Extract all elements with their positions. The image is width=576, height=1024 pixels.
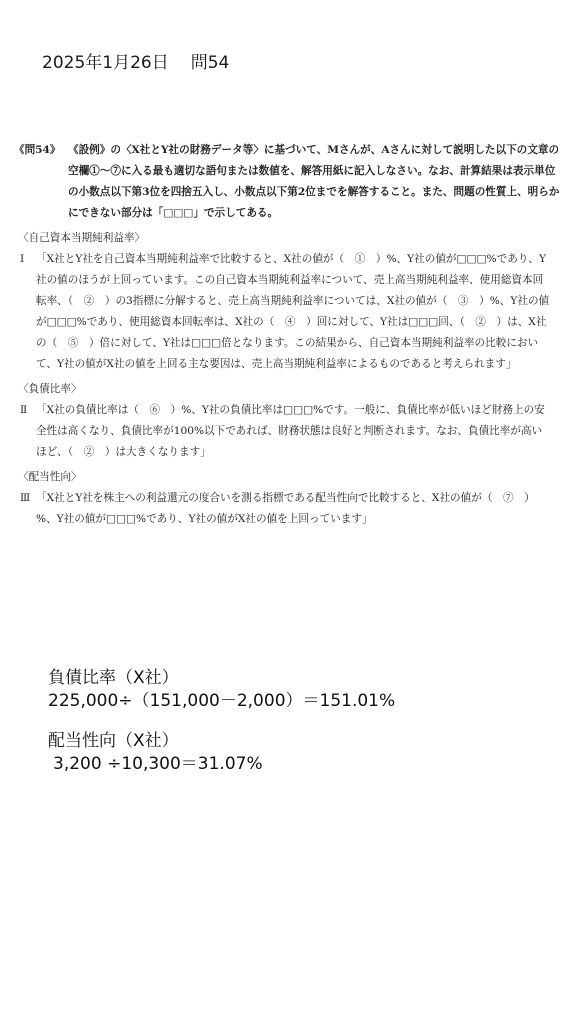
section-numeral: Ⅰ — [20, 253, 25, 265]
question-text: 《設例》の〈X社とY社の財務データ等〉に基づいて、Mさんが、Aさんに対して説明した以下の文章の空欄①～⑦に入る最も適切な語句または数値を、解答用紙に記入しなさい。なお、計算結果は表示単位の小数点以下第3位を四捨五入し、小数点以下第2位までを解答すること。また、問題の性質上、明らかにできない部分は「□□□」で示してある。 — [68, 144, 560, 219]
scanned-question — [14, 140, 562, 534]
handwritten-answers — [48, 667, 395, 793]
section-roe — [14, 249, 562, 375]
section-numeral: Ⅲ — [20, 492, 31, 504]
section-title-roe: 〈自己資本当期純利益率〉 — [18, 232, 146, 244]
section-numeral: Ⅱ — [20, 404, 28, 416]
section-debt-ratio — [14, 400, 562, 463]
answer-calc-debt-ratio: 225,000÷（151,000－2,000）＝151.01% — [48, 691, 396, 711]
header-question-ref: 問54 — [190, 53, 230, 73]
page-header — [42, 48, 229, 73]
answer-title-debt-ratio: 負債比率（X社） — [48, 668, 179, 688]
section-text: 「X社とY社を自己資本当期純利益率で比較すると、X社の値が（ ① ）%、Y社の値が□□□%であり、Y社の値のほうが上回っています。この自己資本当期純利益率について、売上高当期純利益率、使用総資本回転率、（ ② ）の3指標に分解すると、売上高当期純利益率については、X社の値が（ ③ ）%、Y社の値が□□□%であり、使用総資本回転率は、X社の（ ④ ）回に対して、Y社は□□□回、（ ② ）は、X社の（ ⑤ ）倍に対して、Y社は□□□倍となります。この結果から、自己資本当期純利益率の比較において、Y社の値がX社の値を上回る主な要因は、売上高当期純利益率によるものであると考えられます」 — [36, 253, 550, 370]
question-block — [14, 140, 562, 224]
answer-title-payout-ratio: 配当性向（X社） — [48, 731, 179, 751]
answer-calc-payout-ratio: 3,200 ÷10,300＝31.07% — [53, 754, 263, 774]
question-number: 《問54》 — [14, 144, 61, 156]
section-payout-ratio — [14, 488, 562, 530]
section-text: 「X社の負債比率は（ ⑥ ）%、Y社の負債比率は□□□%です。一般に、負債比率が低いほど財務上の安全性は高くなり、負債比率が100%以下であれば、財務状態は良好と判断されます。なお、負債比率が高いほど、（ ② ）は大きくなります」 — [36, 404, 545, 458]
section-title-payout-ratio: 〈配当性向〉 — [18, 471, 82, 483]
section-text: 「X社とY社を株主への利益還元の度合いを測る指標である配当性向で比較すると、X社の値が（ ⑦ ）%、Y社の値が□□□%であり、Y社の値がX社の値を上回っています」 — [36, 492, 535, 525]
section-title-debt-ratio: 〈負債比率〉 — [18, 383, 82, 395]
header-date: 2025年1月26日 — [42, 53, 169, 73]
